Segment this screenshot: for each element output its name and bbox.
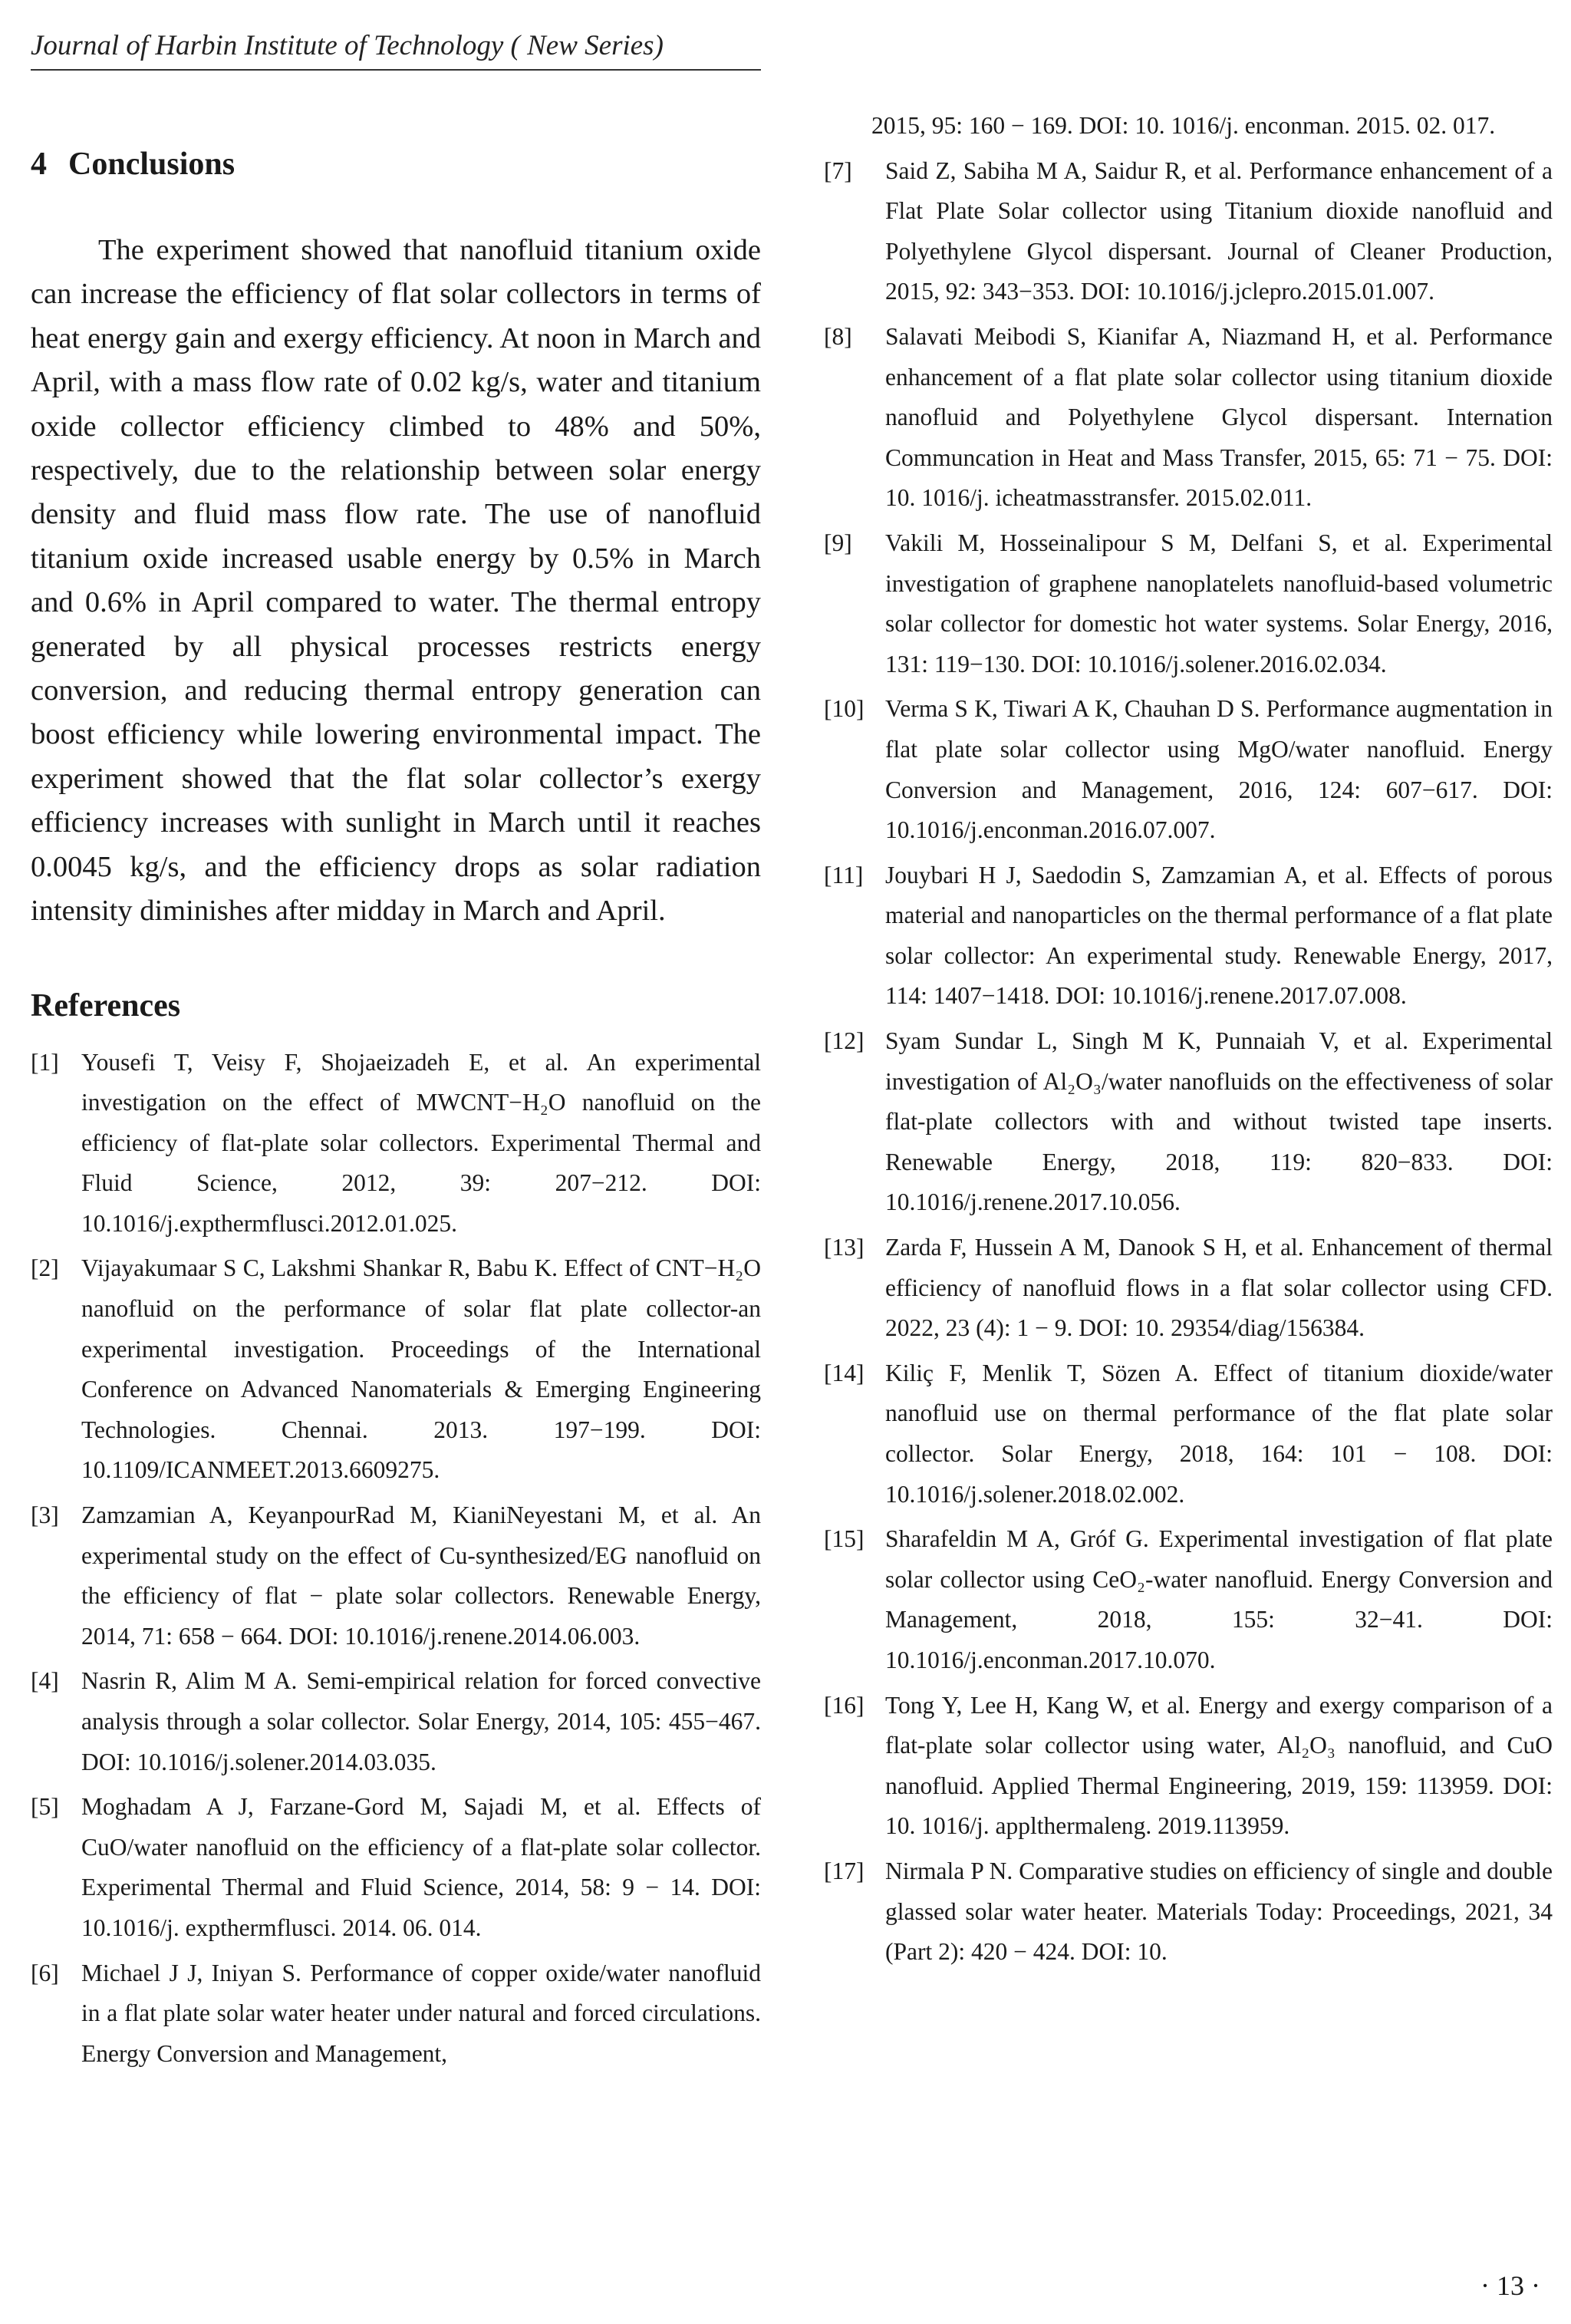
reference-item (31, 1787, 761, 1948)
reference-text: Zamzamian A, KeyanpourRad M, KianiNeyestani M, et al. An experimental study on the effect of Cu-synthesized/EG nanofluid on the efficiency of flat − plate solar collectors. Renewable Energy, 2014, 71: 658 − 664. DOI: 10.1016/j.renene.2014.06.003. (81, 1502, 761, 1650)
running-head: Journal of Harbin Institute of Technology ( New Series) (31, 30, 664, 61)
reference-text: Said Z, Sabiha M A, Saidur R, et al. Performance enhancement of a Flat Plate Solar collector using Titanium dioxide nanofluid and Polyethylene Glycol dispersant. Journal of Cleaner Production, 2015, 92: 343−353. DOI: 10.1016/j.jclepro.2015.01.007. (885, 157, 1553, 305)
reference-item (824, 1353, 1553, 1515)
reference-text: Kiliç F, Menlik T, Sözen A. Effect of titanium dioxide/water nanofluid use on thermal performance of the flat plate solar collector. Solar Energy, 2018, 164: 101 − 108. DOI: 10.1016/j.solener.2018.02.002. (885, 1359, 1553, 1508)
header-rule (31, 69, 761, 71)
reference-text: Nirmala P N. Comparative studies on efficiency of single and double glassed solar water heater. Materials Today: Proceedings, 2021, 34 (Part 2): 420 − 424. DOI: 10. (885, 1857, 1553, 1966)
reference-text: Verma S K, Tiwari A K, Chauhan D S. Performance augmentation in flat plate solar collector using MgO/water nanofluid. Energy Conversion and Management, 2016, 124: 607−617. DOI: 10.1016/j.enconman.2016.07.007. (885, 695, 1553, 844)
right-column (824, 106, 1553, 1977)
reference-item (824, 1851, 1553, 1973)
reference-number: [11] (824, 861, 864, 888)
reference-text: Tong Y, Lee H, Kang W, et al. Energy and exergy comparison of a flat-plate solar collector using water, Al₂O₃ nanofluid, and CuO nanofluid. Applied Thermal Engineering, 2019, 159: 113959. DOI: 10. 1016/j. applthermaleng. 2019.113959. (885, 1691, 1553, 1840)
reference-number: [16] (824, 1691, 865, 1719)
reference-item (824, 689, 1553, 850)
conclusions-paragraph: The experiment showed that nanofluid titanium oxide can increase the efficiency of flat solar collectors in terms of heat energy gain and exergy efficiency. At noon in March and April, with a mass flow rate of 0.02 kg/s, water and titanium oxide collector efficiency climbed to 48% and 50%, respectively, due to the relationship between solar energy density and fluid mass flow rate. The use of nanofluid titanium oxide increased usable energy by 0.5% in March and 0.6% in April compared to water. The thermal entropy generated by all physical processes restricts energy conversion, and reducing thermal entropy generation can boost efficiency while lowering environmental impact. The experiment showed that the flat solar collector’s exergy efficiency increases with sunlight in March until it reaches 0.0045 kg/s, and the efficiency drops as solar radiation intensity diminishes after midday in March and April. (31, 234, 761, 928)
reference-text: Salavati Meibodi S, Kianifar A, Niazmand H, et al. Performance enhancement of a flat plate solar collector using titanium dioxide nanofluid and Polyethylene Glycol dispersant. Internation Communcation in Heat and Mass Transfer, 2015, 65: 71 − 75. DOI: 10. 1016/j. icheatmasstransfer. 2015.02.011. (885, 322, 1553, 512)
reference-number: [3] (31, 1502, 59, 1529)
reference-item (31, 1661, 761, 1782)
reference-item (31, 1248, 761, 1491)
section-title: Conclusions (68, 147, 235, 182)
reference-text: Vakili M, Hosseinalipour S M, Delfani S, et al. Experimental investigation of graphene nanoplatelets nanofluid-based volumetric solar collector for domestic hot water systems. Solar Energy, 2016, 131: 119−130. DOI: 10.1016/j.solener.2016.02.034. (885, 529, 1553, 677)
reference-item (31, 1043, 761, 1244)
reference-item (824, 1686, 1553, 1847)
reference-item (31, 1495, 761, 1656)
reference-number: [9] (824, 529, 852, 556)
reference-number: [12] (824, 1027, 865, 1055)
references-list-left (31, 1043, 761, 2075)
reference-item (824, 1021, 1553, 1223)
reference-number: [17] (824, 1857, 865, 1884)
reference-text: Vijayakumaar S C, Lakshmi Shankar R, Babu K. Effect of CNT−H₂O nanofluid on the performance of solar flat plate collector-an experimental investigation. Proceedings of the International Conference on Advanced Nanomaterials & Emerging Engineering Technologies. Chennai. 2013. 197−199. DOI: 10.1109/ICANMEET.2013.6609275. (81, 1254, 761, 1484)
reference-number: [8] (824, 322, 852, 350)
reference-item (824, 855, 1553, 1017)
section-number: 4 (31, 147, 47, 182)
reference-number: [2] (31, 1254, 59, 1282)
reference-text: Yousefi T, Veisy F, Shojaeizadeh E, et al. An experimental investigation on the effect of MWCNT−H₂O nanofluid on the efficiency of flat-plate solar collectors. Experimental Thermal and Fluid Science, 2012, 39: 207−212. DOI: 10.1016/j.expthermflusci.2012.01.025. (81, 1048, 761, 1237)
reference-item (824, 1228, 1553, 1349)
reference-text: Michael J J, Iniyan S. Performance of copper oxide/water nanofluid in a flat plate solar water heater under natural and forced circulations. Energy Conversion and Management, (81, 1959, 761, 2067)
reference-item (824, 523, 1553, 684)
reference-text: Sharafeldin M A, Gróf G. Experimental investigation of flat plate solar collector using CeO₂-water nanofluid. Energy Conversion and Management, 2018, 155: 32−41. DOI: 10.1016/j.enconman.2017.10.070. (885, 1525, 1553, 1673)
reference-number: [5] (31, 1793, 59, 1821)
reference-number: [6] (31, 1959, 59, 1986)
reference-item (824, 1519, 1553, 1680)
reference-item (824, 151, 1553, 312)
reference-text: Moghadam A J, Farzane-Gord M, Sajadi M, et al. Effects of CuO/water nanofluid on the efficiency of a flat-plate solar collector. Experimental Thermal and Fluid Science, 2014, 58: 9 − 14. DOI: 10.1016/j. expthermflusci. 2014. 06. 014. (81, 1793, 761, 1941)
section-heading (31, 146, 761, 183)
reference-number: [1] (31, 1048, 59, 1076)
reference-continuation: 2015, 95: 160 − 169. DOI: 10. 1016/j. enconman. 2015. 02. 017. (871, 112, 1496, 139)
reference-number: [13] (824, 1234, 865, 1261)
left-column (31, 146, 761, 2078)
reference-text: Jouybari H J, Saedodin S, Zamzamian A, et al. Effects of porous material and nanoparticles on the thermal performance of a flat plate solar collector: An experimental study. Renewable Energy, 2017, 114: 1407−1418. DOI: 10.1016/j.renene.2017.07.008. (885, 861, 1553, 1010)
reference-item (824, 317, 1553, 519)
reference-text: Syam Sundar L, Singh M K, Punnaiah V, et al. Experimental investigation of Al₂O₃/water nanofluids on the effectiveness of solar flat-plate collectors with and without twisted tape inserts. Renewable Energy, 2018, 119: 820−833. DOI: 10.1016/j.renene.2017.10.056. (885, 1027, 1553, 1216)
reference-text: Zarda F, Hussein A M, Danook S H, et al. Enhancement of thermal efficiency of nanofluid flows in a flat solar collector using CFD. 2022, 23 (4): 1 − 9. DOI: 10. 29354/diag/156384. (885, 1234, 1553, 1342)
reference-number: [10] (824, 695, 865, 723)
reference-number: [14] (824, 1359, 865, 1386)
reference-text: Nasrin R, Alim M A. Semi-empirical relation for forced convective analysis through a solar collector. Solar Energy, 2014, 105: 455−467. DOI: 10.1016/j.solener.2014.03.035. (81, 1667, 761, 1775)
page-number: · 13 · (1480, 2270, 1540, 2301)
reference-number: [4] (31, 1667, 59, 1695)
reference-number: [7] (824, 157, 852, 184)
references-heading: References (31, 987, 181, 1024)
reference-item (31, 1953, 761, 2075)
reference-number: [15] (824, 1525, 865, 1553)
